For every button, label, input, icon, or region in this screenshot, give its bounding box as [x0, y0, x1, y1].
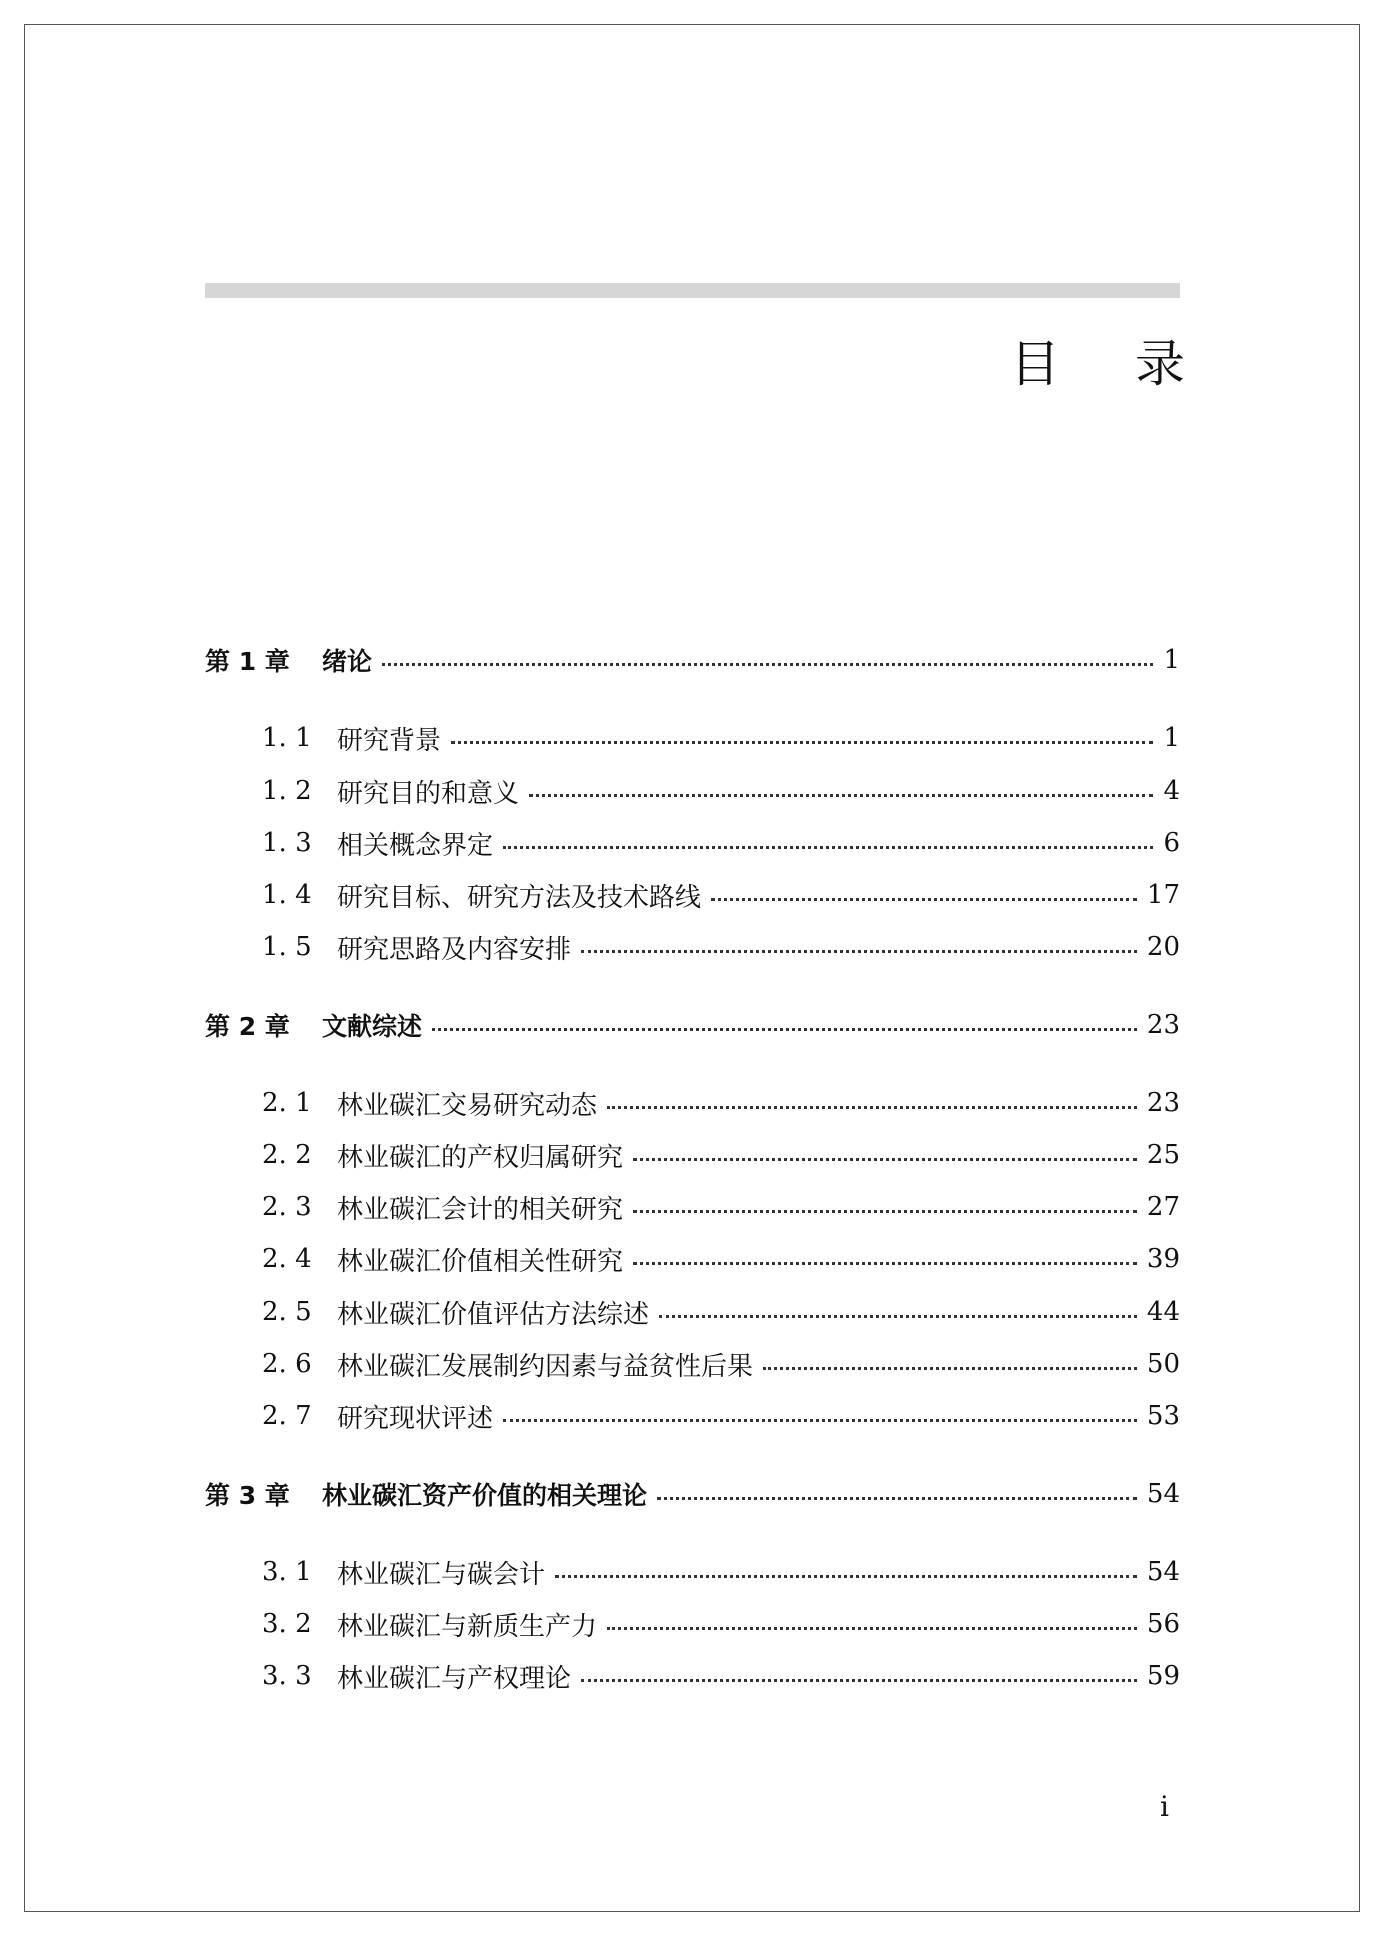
toc-entry-number: 第 1 章 — [205, 647, 290, 676]
toc-leader-dots — [432, 1027, 1137, 1031]
toc-chapter-entry[interactable] — [205, 638, 1180, 682]
toc-section-entry[interactable] — [205, 1081, 1180, 1125]
toc-entry-number: 2. 7 — [262, 1401, 312, 1431]
toc-entry-number: 第 2 章 — [205, 1012, 290, 1041]
toc-leader-dots — [633, 1157, 1137, 1161]
toc-entry-number: 1. 2 — [262, 776, 312, 806]
toc-leader-dots — [382, 662, 1153, 666]
toc-section-entry[interactable] — [205, 1394, 1180, 1438]
toc-entry-number: 1. 4 — [262, 880, 312, 910]
toc-entry-number: 3. 1 — [262, 1557, 312, 1587]
toc-section-entry[interactable] — [205, 821, 1180, 865]
toc-title — [1010, 325, 1185, 395]
toc-entry-title: 研究现状评述 — [337, 1403, 494, 1434]
toc-entry-title: 林业碳汇发展制约因素与益贫性后果 — [337, 1351, 754, 1382]
toc-entry-title: 研究背景 — [337, 725, 442, 756]
toc-title-char-1: 目 — [1010, 335, 1060, 393]
toc-entry-title: 林业碳汇与新质生产力 — [337, 1611, 598, 1642]
toc-entry-title: 研究思路及内容安排 — [337, 934, 572, 965]
toc-entry-title: 文献综述 — [322, 1012, 423, 1041]
toc-entry-title: 林业碳汇价值相关性研究 — [337, 1246, 624, 1277]
toc-section-entry[interactable] — [205, 1342, 1180, 1386]
toc-page-number: 39 — [1146, 1244, 1180, 1274]
header-rule — [205, 283, 1180, 298]
toc-entry-title: 绪论 — [322, 647, 373, 676]
toc-title-char-2: 录 — [1135, 335, 1185, 393]
toc-page-number: 59 — [1146, 1661, 1180, 1691]
toc-page-number: 25 — [1146, 1140, 1180, 1170]
toc-section-entry[interactable] — [205, 925, 1180, 969]
toc-leader-dots — [607, 1105, 1137, 1109]
toc-entry-number: 第 3 章 — [205, 1481, 290, 1510]
toc-page-number: 54 — [1146, 1479, 1180, 1509]
toc-page-number: 53 — [1146, 1401, 1180, 1431]
toc-section-entry[interactable] — [205, 1654, 1180, 1698]
toc-leader-dots — [581, 1678, 1137, 1682]
toc-entry-title: 研究目标、研究方法及技术路线 — [337, 882, 702, 913]
toc-leader-dots — [659, 1314, 1137, 1318]
toc-leader-dots — [711, 897, 1137, 901]
toc-leader-dots — [555, 1574, 1137, 1578]
toc-entry-number: 2. 4 — [262, 1244, 312, 1274]
toc-entry-number: 2. 6 — [262, 1349, 312, 1379]
toc-page-number: 50 — [1146, 1349, 1180, 1379]
toc-entry-number: 2. 2 — [262, 1140, 312, 1170]
toc-entry-title: 相关概念界定 — [337, 830, 494, 861]
toc-page-number: 1 — [1163, 645, 1180, 675]
toc-entry-number: 1. 1 — [262, 723, 312, 753]
toc-page-number: 44 — [1146, 1297, 1180, 1327]
toc-entry-number: 1. 3 — [262, 828, 312, 858]
toc-chapter-entry[interactable] — [205, 1003, 1180, 1047]
toc-page-number: 56 — [1146, 1609, 1180, 1639]
toc-entry-number: 1. 5 — [262, 932, 312, 962]
toc-entry-title: 林业碳汇的产权归属研究 — [337, 1142, 624, 1173]
toc-entry-title: 研究目的和意义 — [337, 778, 520, 809]
toc-entry-number: 3. 2 — [262, 1609, 312, 1639]
toc-section-entry[interactable] — [205, 873, 1180, 917]
toc-leader-dots — [503, 1418, 1137, 1422]
page-folio: i — [1160, 1790, 1169, 1823]
toc-leader-dots — [657, 1496, 1137, 1500]
toc-page-number: 27 — [1146, 1192, 1180, 1222]
toc-leader-dots — [633, 1209, 1137, 1213]
toc-leader-dots — [529, 793, 1153, 797]
toc-leader-dots — [581, 949, 1137, 953]
toc-section-entry[interactable] — [205, 1550, 1180, 1594]
toc-section-entry[interactable] — [205, 1133, 1180, 1177]
toc-leader-dots — [503, 845, 1153, 849]
toc-entry-title: 林业碳汇交易研究动态 — [337, 1090, 598, 1121]
toc-entry-number: 2. 3 — [262, 1192, 312, 1222]
toc-section-entry[interactable] — [205, 716, 1180, 760]
toc-leader-dots — [763, 1366, 1137, 1370]
toc-entry-number: 3. 3 — [262, 1661, 312, 1691]
toc-leader-dots — [451, 740, 1153, 744]
toc-page-number: 23 — [1146, 1088, 1180, 1118]
toc-page-number: 20 — [1146, 932, 1180, 962]
toc-entry-title: 林业碳汇与碳会计 — [337, 1559, 546, 1590]
toc-section-entry[interactable] — [205, 1237, 1180, 1281]
toc-entry-number: 2. 5 — [262, 1297, 312, 1327]
toc-entry-title: 林业碳汇价值评估方法综述 — [337, 1299, 650, 1330]
toc-page-number: 1 — [1163, 723, 1180, 753]
toc-leader-dots — [607, 1626, 1137, 1630]
toc-page-number: 17 — [1146, 880, 1180, 910]
toc-page-number: 6 — [1163, 828, 1180, 858]
toc-page-number: 23 — [1146, 1010, 1180, 1040]
toc-entry-number: 2. 1 — [262, 1088, 312, 1118]
toc-page-number: 54 — [1146, 1557, 1180, 1587]
toc-page-number: 4 — [1163, 776, 1180, 806]
toc-entry-title: 林业碳汇资产价值的相关理论 — [322, 1481, 648, 1510]
toc-chapter-entry[interactable] — [205, 1472, 1180, 1516]
toc-entry-title: 林业碳汇与产权理论 — [337, 1663, 572, 1694]
toc-section-entry[interactable] — [205, 1185, 1180, 1229]
toc-entry-title: 林业碳汇会计的相关研究 — [337, 1194, 624, 1225]
toc-section-entry[interactable] — [205, 1602, 1180, 1646]
toc-section-entry[interactable] — [205, 1290, 1180, 1334]
toc-section-entry[interactable] — [205, 769, 1180, 813]
toc-leader-dots — [633, 1261, 1137, 1265]
